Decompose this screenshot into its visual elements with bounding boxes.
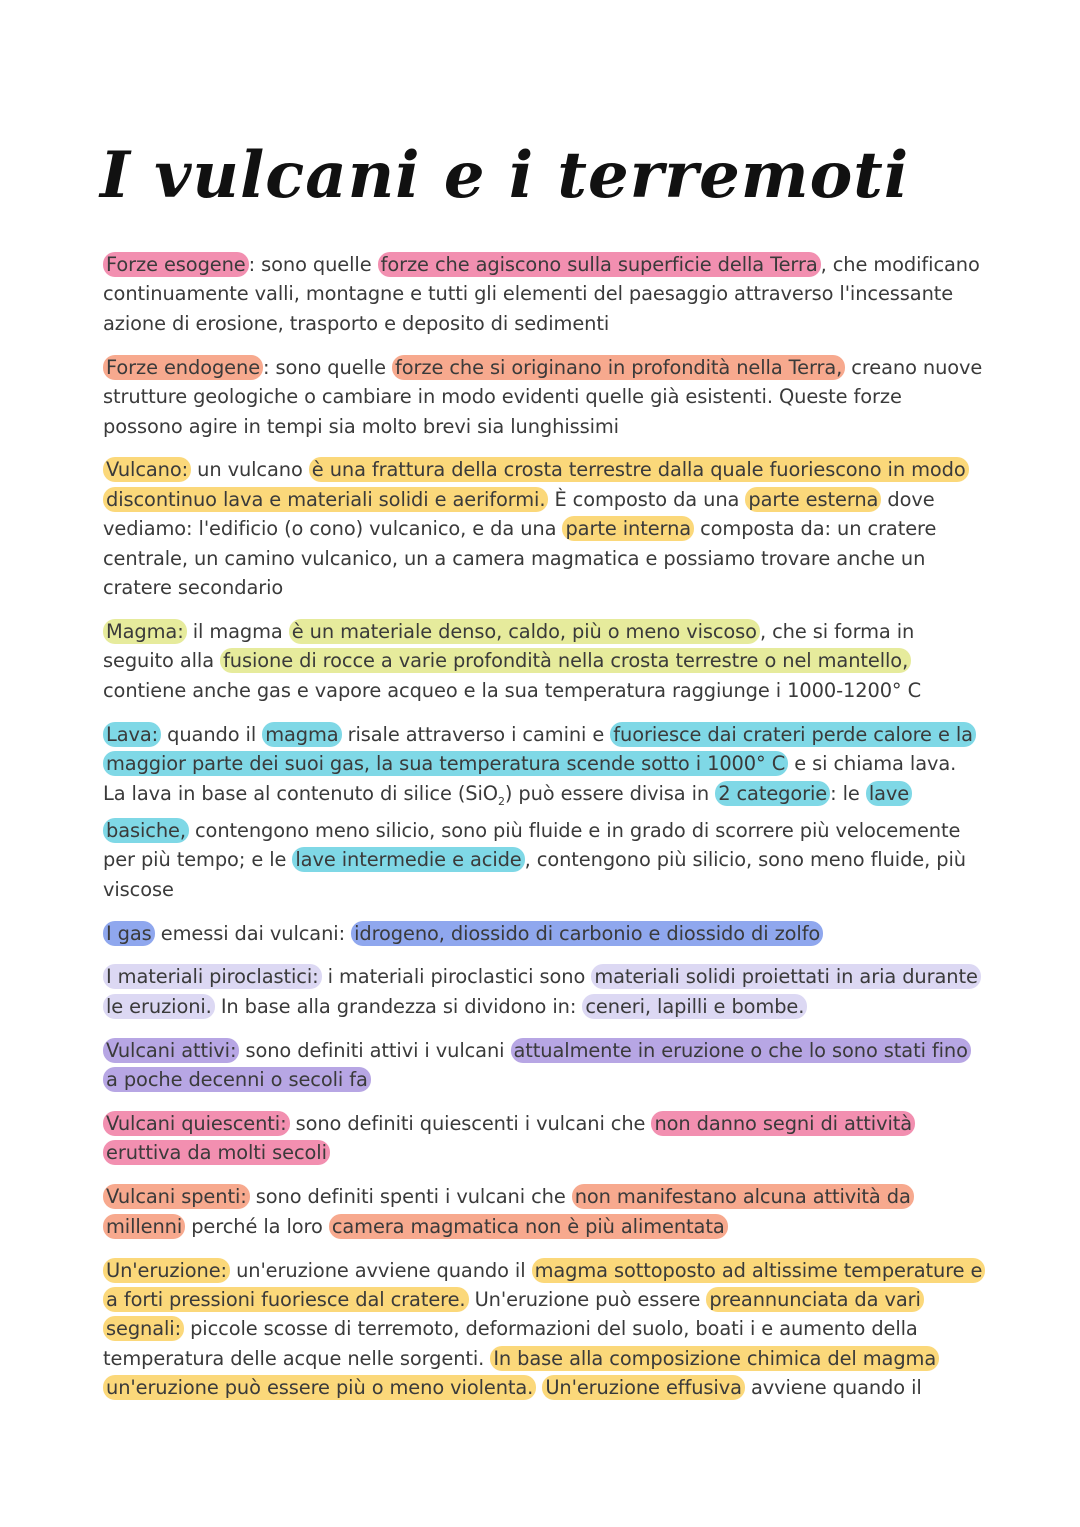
highlight: non danno segni di attività eruttiva da molti secoli <box>103 1111 915 1165</box>
text: In base alla grandezza si dividono in: <box>214 994 583 1018</box>
text: emessi dai vulcani: <box>154 921 352 945</box>
highlight: Un'eruzione effusiva <box>542 1375 745 1400</box>
paragraph-piroclastici <box>103 962 983 1021</box>
highlight: è una frattura della crosta terrestre dalla quale fuoriescono in modo discontinuo lava e materiali solidi e aeriformi. <box>103 457 969 511</box>
paragraph-forze-endogene <box>103 353 983 441</box>
text: risale attraverso i camini e <box>341 722 611 746</box>
text: contiene anche gas e vapore acqueo e la sua temperatura raggiunge i 1000-1200° C <box>103 678 922 702</box>
text: contengono meno silicio, sono più fluide e in grado di scorrere più velocemente per più tempo; e le <box>103 818 961 872</box>
text: un vulcano <box>191 458 309 482</box>
highlight: lave basiche, <box>103 781 912 843</box>
notes-body <box>103 250 983 1417</box>
text: sono definiti spenti i vulcani che <box>249 1185 572 1209</box>
term-vulcano: Vulcano: <box>103 457 191 482</box>
paragraph-vulcani-spenti <box>103 1182 983 1241</box>
page-title: I vulcani e i terremoti <box>100 138 910 213</box>
text: ) può essere divisa in <box>504 781 716 805</box>
highlight: preannunciata da vari segnali: <box>103 1287 924 1341</box>
text: dove vediamo: l'edificio (o cono) vulcanico, e da una <box>103 487 935 541</box>
text: : sono quelle <box>248 253 378 276</box>
text: perché la loro <box>185 1214 329 1238</box>
text: È composto da una <box>548 487 746 511</box>
highlight: forze che agiscono sulla superficie della Terra <box>378 252 821 277</box>
term-vulcani-quiescenti: Vulcani quiescenti: <box>103 1111 290 1136</box>
term-forze-endogene: Forze endogene <box>103 355 263 380</box>
text: i materiali piroclastici sono <box>321 965 592 989</box>
text: un'eruzione avviene quando il <box>230 1258 532 1282</box>
text: e si chiama lava. La lava in base al contenuto di silice (SiO <box>103 752 957 805</box>
text: avviene quando il <box>744 1376 922 1400</box>
highlight: lave intermedie e acide <box>292 847 524 872</box>
highlight: materiali solidi proiettati in aria durante le eruzioni. <box>103 964 981 1018</box>
highlight: parte interna <box>562 516 694 541</box>
highlight: fusione di rocce a varie profondità nella crosta terrestre o nel mantello, <box>220 648 911 673</box>
text: sono definiti attivi i vulcani <box>239 1038 511 1062</box>
highlight: non manifestano alcuna attività da millenni <box>103 1184 914 1238</box>
term-magma: Magma: <box>103 619 187 644</box>
text: composta da: un cratere centrale, un camino vulcanico, un a camera magmatica e possiamo trovare anche un cratere secondario <box>103 517 937 600</box>
paragraph-vulcani-quiescenti <box>103 1109 983 1168</box>
paragraph-forze-esogene <box>103 250 983 338</box>
text: Un'eruzione può essere <box>468 1288 707 1312</box>
term-vulcani-spenti: Vulcani spenti: <box>103 1184 250 1209</box>
text: : le <box>830 781 866 805</box>
text: creano nuove strutture geologiche o cambiare in modo evidenti quelle già esistenti. Queste forze possono agire in tempi sia molto brevi sia lunghissimi <box>103 355 983 438</box>
highlight: è un materiale denso, caldo, più o meno viscoso <box>289 619 760 644</box>
text: , che modificano continuamente valli, montagne e tutti gli elementi del paesaggio attraverso l'incessante azione di erosione, trasporto e deposito di sedimenti <box>103 253 980 335</box>
term-lava: Lava: <box>103 722 161 747</box>
term-eruzione: Un'eruzione: <box>103 1258 230 1283</box>
paragraph-gas <box>103 919 983 948</box>
highlight: fuoriesce dai crateri perde calore e la maggior parte dei suoi gas, la sua temperatura scende sotto i 1000° C <box>103 722 976 776</box>
term-forze-esogene: Forze esogene <box>103 252 249 277</box>
paragraph-vulcani-attivi <box>103 1036 983 1095</box>
text: piccole scosse di terremoto, deformazioni del suolo, boati i e aumento della temperatura delle acque nelle sorgenti. <box>103 1317 918 1370</box>
text: sono definiti quiescenti i vulcani che <box>289 1112 652 1136</box>
highlight: magma <box>262 722 341 747</box>
term-piroclastici: I materiali piroclastici: <box>103 964 322 989</box>
highlight: magma sottoposto ad altissime temperature e a forti pressioni fuoriesce dal cratere. <box>103 1258 985 1312</box>
text: : sono quelle <box>263 355 393 379</box>
highlight: forze che si originano in profondità nella Terra, <box>392 355 845 380</box>
text: il magma <box>186 619 289 643</box>
paragraph-vulcano <box>103 455 983 602</box>
term-gas: I gas <box>103 921 155 946</box>
paragraph-magma <box>103 617 983 705</box>
highlight: In base alla composizione chimica del magma un'eruzione può essere più o meno violenta. <box>103 1346 939 1400</box>
highlight: parte esterna <box>745 487 881 512</box>
term-vulcani-attivi: Vulcani attivi: <box>103 1038 239 1063</box>
highlight: camera magmatica non è più alimentata <box>329 1214 728 1239</box>
text: , contengono più silicio, sono meno fluide, più viscose <box>103 848 966 901</box>
text: , che si forma in seguito alla <box>103 619 915 673</box>
subscript: 2 <box>497 794 505 808</box>
highlight: ceneri, lapilli e bombe. <box>582 994 807 1019</box>
text: quando il <box>161 722 263 746</box>
paragraph-lava <box>103 720 983 904</box>
highlight: 2 categorie <box>715 781 830 806</box>
paragraph-eruzione <box>103 1256 983 1403</box>
highlight: attualmente in eruzione o che lo sono stati fino a poche decenni o secoli fa <box>103 1038 971 1092</box>
highlight: idrogeno, diossido di carbonio e diossido di zolfo <box>351 921 823 946</box>
